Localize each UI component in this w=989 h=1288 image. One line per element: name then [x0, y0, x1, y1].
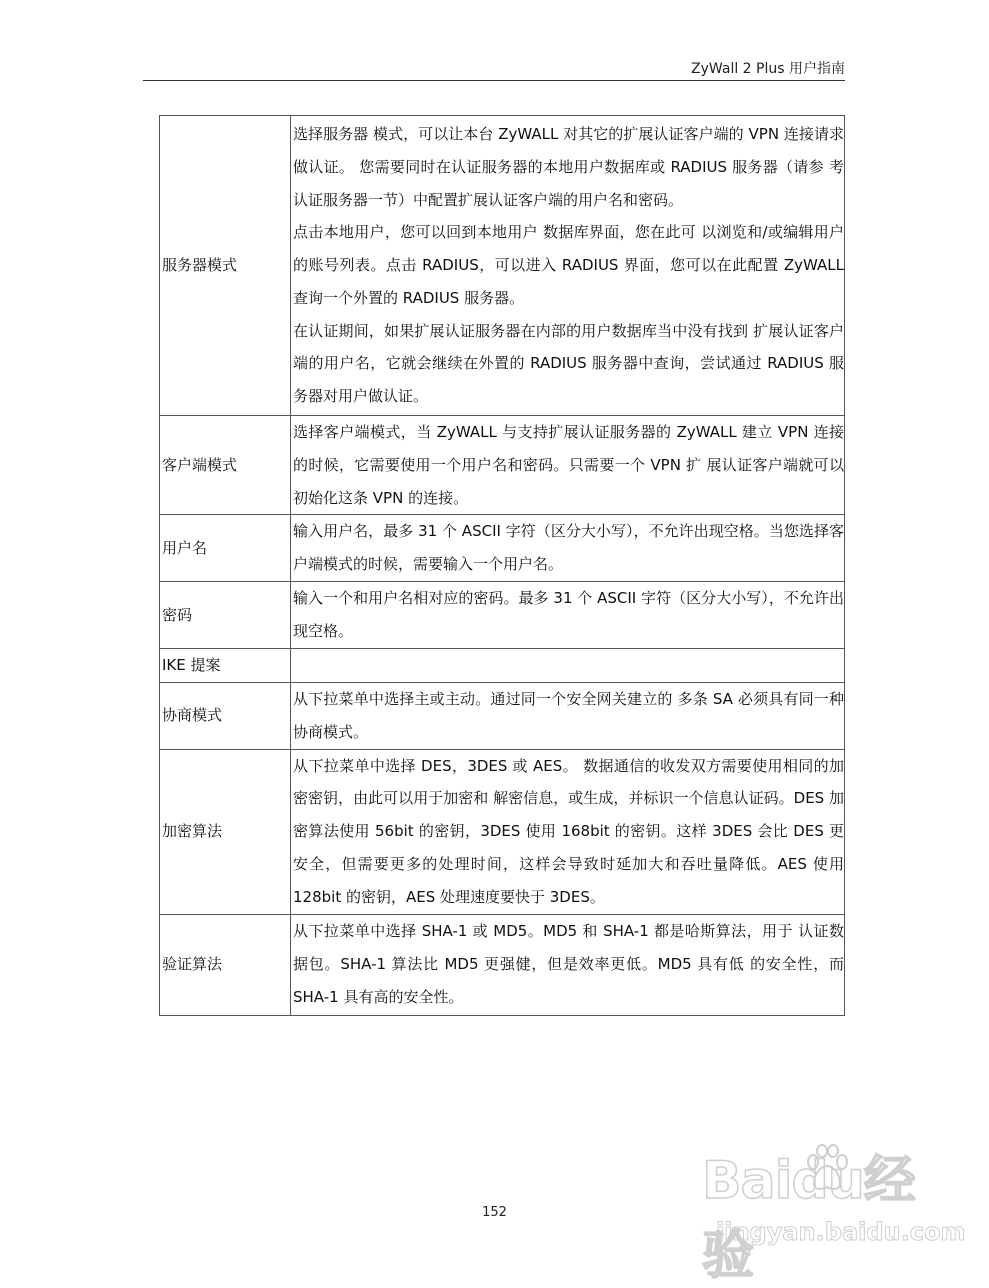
table-row	[160, 116, 845, 416]
row-label: IKE 提案	[160, 648, 291, 682]
row-description	[291, 682, 845, 749]
row-label: 服务器模式	[160, 116, 291, 416]
row-description	[291, 416, 845, 515]
table-row	[160, 648, 845, 682]
header-divider	[143, 80, 845, 81]
row-label: 加密算法	[160, 749, 291, 914]
row-label: 验证算法	[160, 914, 291, 1015]
description-paragraph: 从下拉菜单中选择主或主动。通过同一个安全网关建立的 多条 SA 必须具有同一种协商模式。	[293, 689, 844, 741]
description-paragraph: 从下拉菜单中选择 DES，3DES 或 AES。 数据通信的收发双方需要使用相同的加密密钥，由此可以用于加密和 解密信息，或生成，并标识一个信息认证码。DES 加密算法使用 56bit 的密钥，3DES 使用 168bit 的密钥。这样 3DES 会比 DES 更安全，但需要更多的处理时间，这样会导致时延加大和吞吐量降低。AES 使用 128bit 的密钥，AES 处理速度要快于 3DES。	[293, 756, 844, 906]
table-row	[160, 682, 845, 749]
description-paragraph: 输入用户名，最多 31 个 ASCII 字符（区分大小写），不允许出现空格。当您选择客户端模式的时候，需要输入一个用户名。	[293, 522, 844, 574]
table-row	[160, 416, 845, 515]
description-paragraph: 选择客户端模式，当 ZyWALL 与支持扩展认证服务器的 ZyWALL 建立 VPN 连接的时候，它需要使用一个用户名和密码。只需要一个 VPN 扩 展认证客户端就可以初始化这条 VPN 的连接。	[293, 423, 844, 507]
paw-icon	[804, 1144, 850, 1192]
description-paragraph: 输入一个和用户名相对应的密码。最多 31 个 ASCII 字符（区分大小写），不允许出现空格。	[293, 589, 844, 640]
row-description	[291, 914, 845, 1015]
watermark-brand: Baidu经验	[702, 1151, 915, 1286]
row-label: 密码	[160, 581, 291, 648]
row-label: 客户端模式	[160, 416, 291, 515]
table-row	[160, 749, 845, 914]
table-row	[160, 581, 845, 648]
row-label: 用户名	[160, 515, 291, 582]
baidu-jingyan-watermark	[702, 1138, 966, 1286]
description-paragraph: 选择服务器 模式，可以让本台 ZyWALL 对其它的扩展认证客户端的 VPN 连接请求做认证。 您需要同时在认证服务器的本地用户数据库或 RADIUS 服务器（请参 考认证服务器一节）中配置扩展认证客户端的用户名和密码。	[293, 124, 844, 209]
description-paragraph: 在认证期间，如果扩展认证服务器在内部的用户数据库当中没有找到 扩展认证客户端的用户名，它就会继续在外置的 RADIUS 服务器中查询，尝试通过 RADIUS 服务器对用户做认证。	[293, 321, 844, 406]
row-label: 协商模式	[160, 682, 291, 749]
row-description	[291, 515, 845, 582]
table-row	[160, 515, 845, 582]
description-paragraph: 点击本地用户，您可以回到本地用户 数据库界面，您在此可 以浏览和/或编辑用户的账号列表。点击 RADIUS，可以进入 RADIUS 界面，您可以在此配置 ZyWALL 查询一个外置的 RADIUS 服务器。	[293, 223, 844, 307]
row-description-empty	[291, 648, 845, 682]
row-description	[291, 116, 845, 416]
page-header-title: ZyWall 2 Plus 用户指南	[691, 61, 845, 77]
description-paragraph: 从下拉菜单中选择 SHA-1 或 MD5。MD5 和 SHA-1 都是哈斯算法，用于 认证数据包。SHA-1 算法比 MD5 更强健，但是效率更低。MD5 具有低 的安全性，而 SHA-1 具有高的安全性。	[293, 922, 844, 1006]
row-description	[291, 581, 845, 648]
watermark-url: jingyan.baidu.com	[716, 1218, 966, 1246]
settings-table	[159, 115, 845, 1016]
page-number: 152	[482, 1205, 507, 1220]
table-row	[160, 914, 845, 1015]
row-description	[291, 749, 845, 914]
